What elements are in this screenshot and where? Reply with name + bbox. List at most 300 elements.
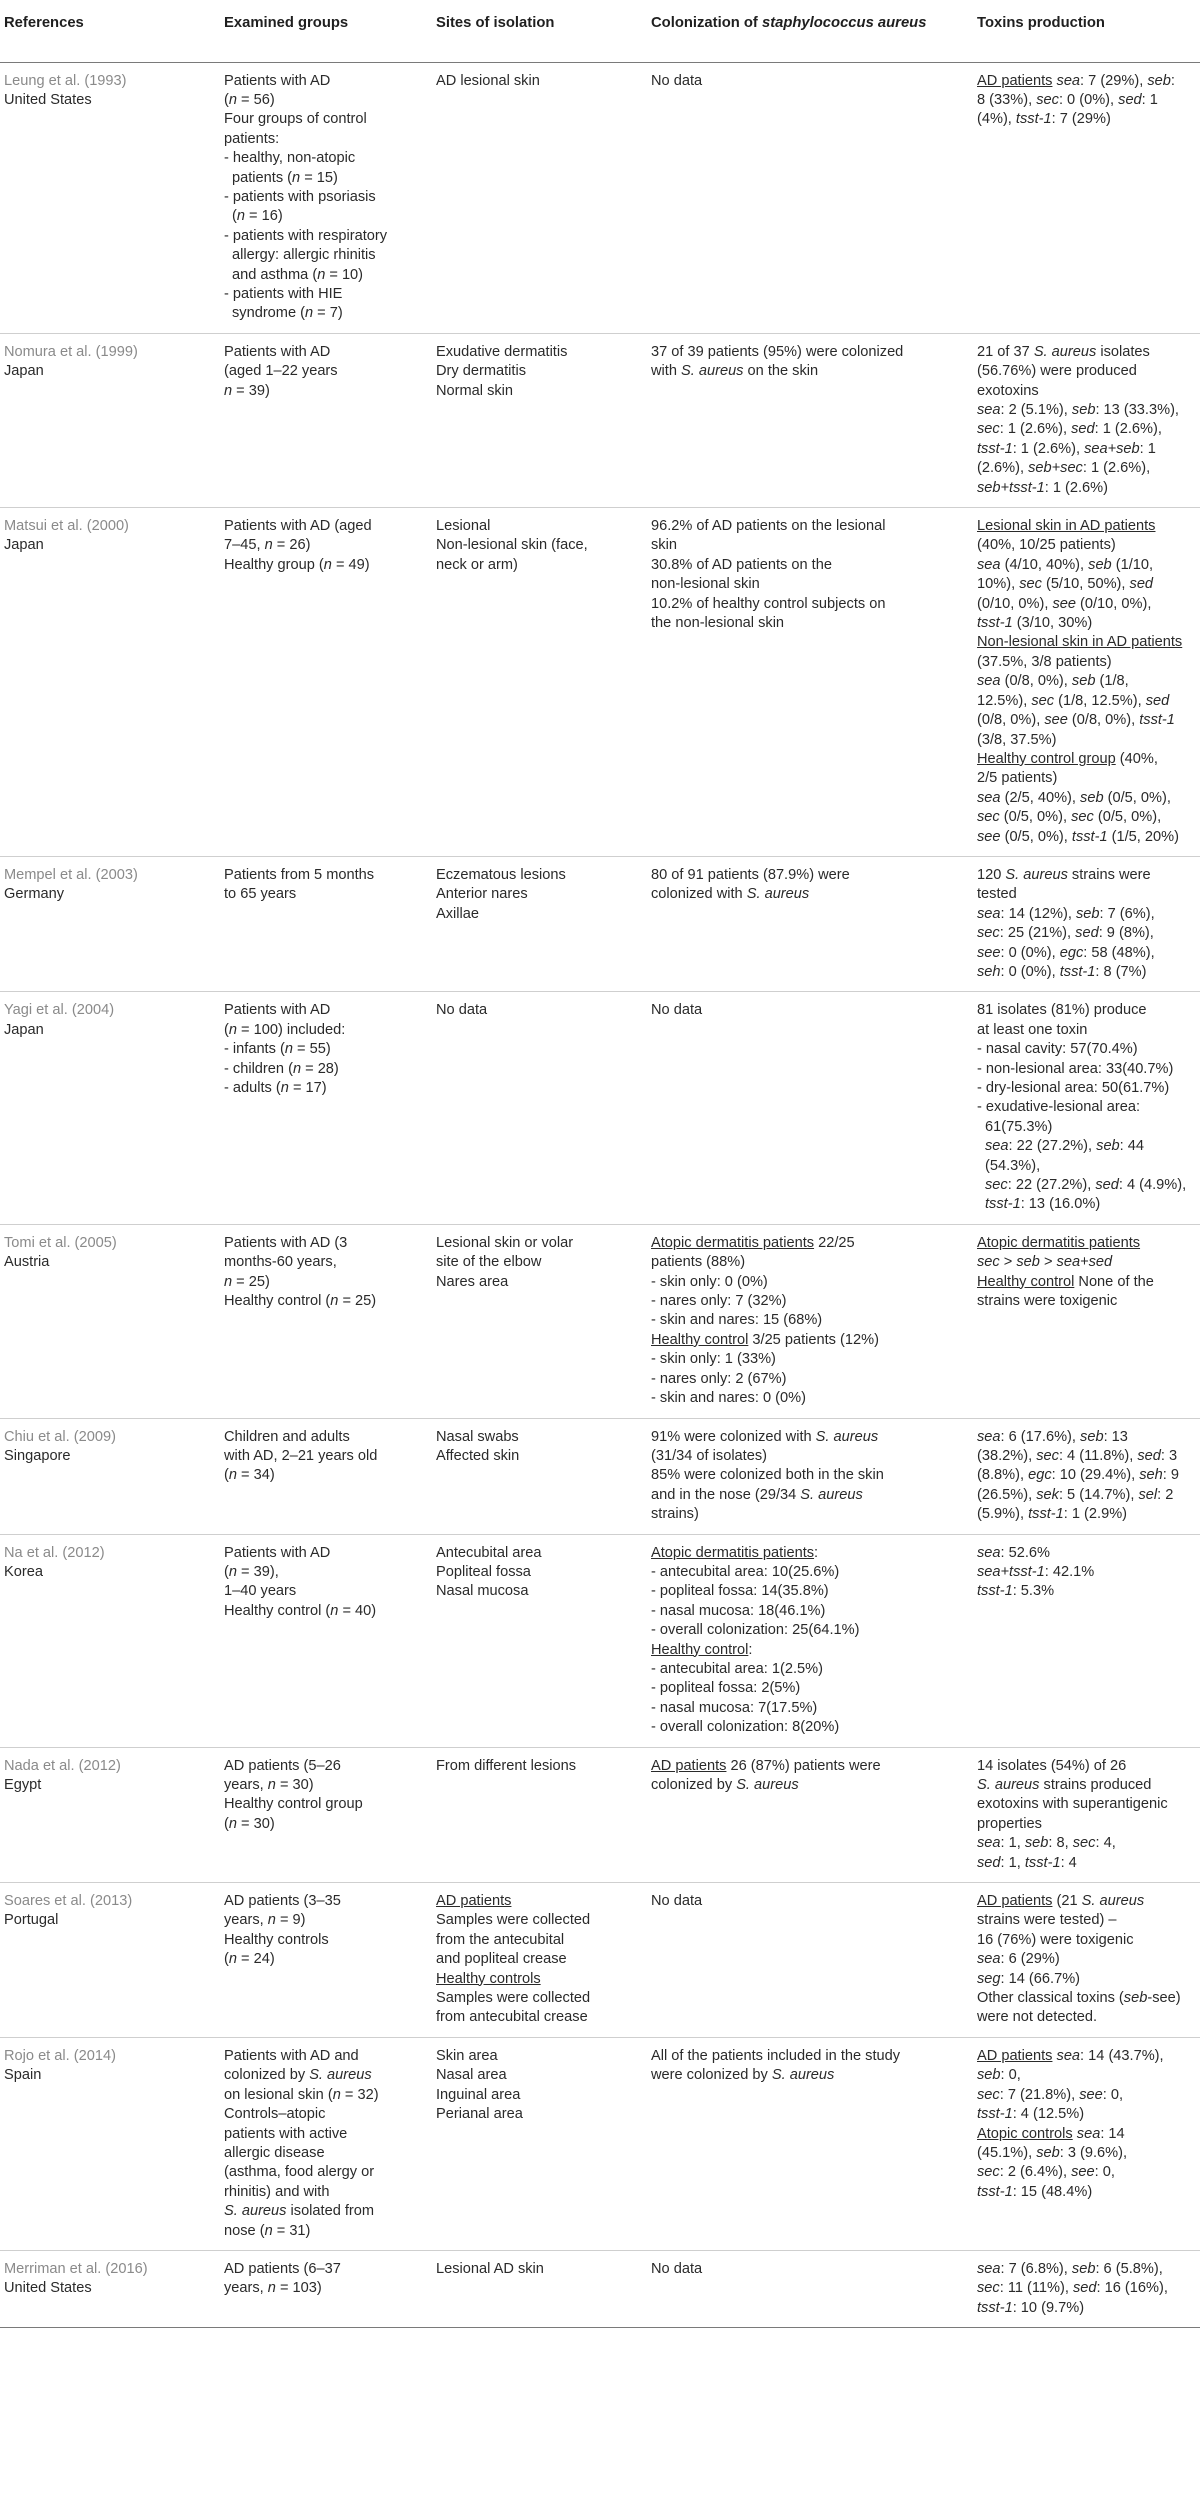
reference-cell [0,856,216,991]
sites-cell-line: Healthy controls [436,1970,541,1987]
examined-groups-cell-line: Healthy control (n = 40) [224,1602,377,1619]
column-header-references: References [0,0,216,62]
examined-groups-cell [216,62,428,333]
reference-link[interactable]: Merriman et al. (2016) [4,2260,148,2277]
toxins-cell-line: (0/8, 0%), see (0/8, 0%), tsst-1 [977,712,1175,729]
toxins-cell-line: - dry-lesional area: 50(61.7%) [977,1080,1170,1096]
sites-cell-line: Nasal swabs [436,1428,519,1445]
sites-cell-line: Lesional skin or volar [436,1234,574,1251]
toxins-cell [969,2250,1200,2327]
table-row [0,2037,1200,2250]
examined-groups-cell-line: Patients with AD [224,1002,331,1019]
examined-groups-cell-line: patients: [224,130,280,147]
table-row [0,2250,1200,2327]
sites-cell-line: Popliteal fossa [436,1563,531,1580]
sites-cell-line: Perianal area [436,2106,523,2123]
reference-link[interactable]: Rojo et al. (2014) [4,2047,116,2064]
examined-groups-cell-line: patients (n = 15) [232,169,338,186]
sites-cell-line: Affected skin [436,1447,520,1464]
reference-country: Japan [4,363,44,380]
colonization-cell-line: and in the nose (29/34 S. aureus [651,1486,863,1503]
toxins-cell-line: at least one toxin [977,1021,1088,1038]
toxins-cell-line: - nasal cavity: 57(70.4%) [977,1041,1138,1058]
toxins-cell-line: (38.2%), sec: 4 (11.8%), sed: 3 [977,1447,1178,1464]
sites-cell-line: AD patients [436,1893,512,1910]
colonization-cell [643,333,969,507]
examined-groups-cell-line: (n = 24) [224,1951,275,1968]
toxins-cell-line: sea: 2 (5.1%), seb: 13 (33.3%), [977,402,1179,418]
colonization-cell [643,1747,969,1882]
toxins-cell-line: sec: 7 (21.8%), see: 0, [977,2086,1124,2103]
colonization-cell-line: - antecubital area: 10(25.6%) [651,1563,840,1580]
toxins-cell-line: 14 isolates (54%) of 26 [977,1757,1127,1774]
toxins-cell-line: exotoxins with superantigenic [977,1796,1168,1813]
colonization-cell-line: non-lesional skin [651,576,760,593]
examined-groups-cell-line: Patients from 5 months [224,866,375,883]
colonization-cell [643,992,969,1224]
reference-link[interactable]: Nomura et al. (1999) [4,343,138,360]
sites-cell-line: Normal skin [436,382,514,399]
reference-country: United States [4,91,92,108]
sites-cell [428,1747,643,1882]
sites-cell-line: Samples were collected [436,1912,591,1929]
reference-country: Singapore [4,1447,71,1464]
examined-groups-cell-line: nose (n = 31) [224,2222,311,2239]
table-row [0,1418,1200,1534]
reference-country: Portugal [4,1912,59,1929]
examined-groups-cell-line: allergy: allergic rhinitis [232,247,376,264]
colonization-cell-line: - antecubital area: 1(2.5%) [651,1660,823,1677]
examined-groups-cell [216,1534,428,1747]
colonization-cell [643,508,969,857]
toxins-cell-line: tsst-1: 4 (12.5%) [977,2106,1085,2123]
toxins-cell-line: Other classical toxins (seb-see) [977,1990,1181,2007]
reference-cell [0,62,216,333]
reference-link[interactable]: Yagi et al. (2004) [4,1002,115,1019]
colonization-cell [643,2250,969,2327]
toxins-cell-line: 16 (76%) were toxigenic [977,1931,1134,1948]
toxins-cell-line: sea: 52.6% [977,1544,1051,1561]
reference-cell [0,2250,216,2327]
examined-groups-cell-line: AD patients (3–35 [224,1893,341,1910]
table-row [0,62,1200,333]
toxins-cell-line: sea+tsst-1: 42.1% [977,1563,1095,1580]
reference-cell [0,1224,216,1418]
toxins-cell-line: tested [977,886,1017,903]
colonization-cell-line: Healthy control: [651,1641,753,1658]
examined-groups-cell-line: - children (n = 28) [224,1060,339,1077]
examined-groups-cell-line: n = 25) [224,1273,270,1290]
reference-country: Egypt [4,1777,42,1793]
sites-cell [428,992,643,1224]
examined-groups-cell-line: - adults (n = 17) [224,1080,327,1096]
colonization-cell-line: 96.2% of AD patients on the lesional [651,518,886,535]
table-row [0,333,1200,507]
toxins-cell [969,2037,1200,2250]
column-header-colonization: Colonization of staphylococcus aureus [643,0,969,62]
toxins-cell-line: (26.5%), sek: 5 (14.7%), sel: 2 [977,1486,1174,1503]
reference-cell [0,1418,216,1534]
toxins-cell [969,1418,1200,1534]
toxins-cell-line: 8 (33%), sec: 0 (0%), sed: 1 [977,91,1158,108]
toxins-cell [969,333,1200,507]
sites-cell-line: Dry dermatitis [436,363,527,380]
colonization-cell-line: strains) [651,1506,699,1523]
examined-groups-cell-line: Healthy control group [224,1796,363,1813]
toxins-cell-line: 61(75.3%) [985,1118,1053,1135]
sites-cell-line: Lesional [436,518,491,535]
toxins-cell-line: strains were toxigenic [977,1293,1118,1310]
examined-groups-cell-line: to 65 years [224,886,297,903]
examined-groups-cell-line: colonized by S. aureus [224,2067,372,2084]
examined-groups-cell-line: years, n = 103) [224,2280,322,2297]
toxins-cell-line: 120 S. aureus strains were [977,866,1151,883]
examined-groups-cell-line: 7–45, n = 26) [224,537,311,554]
toxins-cell-line: sec: 2 (6.4%), see: 0, [977,2164,1115,2181]
toxins-cell-line: tsst-1: 15 (48.4%) [977,2183,1093,2200]
sites-cell-line: Lesional AD skin [436,2260,544,2277]
sites-cell [428,1418,643,1534]
examined-groups-cell-line: 1–40 years [224,1583,297,1600]
examined-groups-cell-line: (n = 16) [232,208,283,225]
colonization-cell-line: colonized by S. aureus [651,1777,799,1793]
reference-cell [0,992,216,1224]
toxins-cell-line: sea (2/5, 40%), seb (0/5, 0%), [977,789,1171,806]
reference-country: Korea [4,1563,43,1580]
toxins-cell-line: (5.9%), tsst-1: 1 (2.9%) [977,1506,1128,1523]
examined-groups-cell-line: - infants (n = 55) [224,1041,331,1058]
colonization-cell-line: - popliteal fossa: 2(5%) [651,1680,801,1697]
toxins-cell-line: sea: 22 (27.2%), seb: 44 [985,1138,1145,1155]
reference-link[interactable]: Chiu et al. (2009) [4,1428,116,1445]
examined-groups-cell-line: Four groups of control [224,111,367,128]
toxins-cell [969,508,1200,857]
table-body [0,62,1200,2328]
sites-cell-line: Nares area [436,1273,509,1290]
toxins-cell-line: seb+tsst-1: 1 (2.6%) [977,479,1108,496]
colonization-cell-line: - nasal mucosa: 7(17.5%) [651,1699,818,1716]
toxins-cell-line: (45.1%), seb: 3 (9.6%), [977,2144,1128,2161]
colonization-cell-line: - nares only: 2 (67%) [651,1370,787,1387]
colonization-cell-line: No data [651,1893,703,1910]
reference-link[interactable]: Soares et al. (2013) [4,1893,133,1910]
examined-groups-cell-line: with AD, 2–21 years old [224,1447,378,1464]
colonization-cell-line: Atopic dermatitis patients 22/25 [651,1234,855,1251]
examined-groups-cell-line: rhinitis) and with [224,2183,330,2200]
examined-groups-cell [216,333,428,507]
examined-groups-cell-line: Patients with AD [224,1544,331,1561]
colonization-cell-line: were colonized by S. aureus [651,2067,835,2084]
toxins-cell-line: sea: 6 (29%) [977,1951,1060,1968]
sites-cell [428,856,643,991]
examined-groups-cell [216,992,428,1224]
toxins-cell-line: sea: 6 (17.6%), seb: 13 [977,1428,1128,1445]
toxins-cell-line: tsst-1: 5.3% [977,1583,1055,1600]
sites-cell-line: Non-lesional skin (face, [436,537,588,554]
sites-cell [428,2250,643,2327]
toxins-cell-line: (2.6%), seb+sec: 1 (2.6%), [977,460,1151,477]
colonization-cell [643,1883,969,2038]
sites-cell-line: No data [436,1002,488,1019]
reference-cell [0,333,216,507]
colonization-cell [643,1418,969,1534]
colonization-cell [643,856,969,991]
examined-groups-cell [216,1224,428,1418]
reference-link[interactable]: Nada et al. (2012) [4,1757,121,1774]
colonization-cell-line: (31/34 of isolates) [651,1447,768,1464]
colonization-cell-line: with S. aureus on the skin [651,363,819,380]
colonization-cell [643,1534,969,1747]
colonization-cell-line: - skin only: 0 (0%) [651,1273,768,1290]
toxins-cell-line: sea (4/10, 40%), seb (1/10, [977,556,1154,573]
toxins-cell-line: AD patients (21 S. aureus [977,1893,1145,1910]
colonization-cell-line: AD patients 26 (87%) patients were [651,1757,881,1774]
examined-groups-cell-line: years, n = 30) [224,1777,314,1793]
toxins-cell-line: (40%, 10/25 patients) [977,537,1116,554]
examined-groups-cell-line: Patients with AD and [224,2047,359,2064]
toxins-cell-line: 2/5 patients) [977,770,1058,787]
toxins-cell [969,1534,1200,1747]
reference-cell [0,508,216,857]
colonization-cell-line: the non-lesional skin [651,615,785,632]
colonization-cell-line: - overall colonization: 8(20%) [651,1719,840,1736]
table-row [0,856,1200,991]
examined-groups-cell-line: (n = 56) [224,91,275,108]
sites-cell-line: AD lesional skin [436,72,540,89]
colonization-cell-line: - popliteal fossa: 14(35.8%) [651,1583,829,1600]
reference-country: United States [4,2280,92,2297]
reference-link[interactable]: Na et al. (2012) [4,1544,105,1561]
toxins-cell-line: properties [977,1815,1042,1832]
examined-groups-cell-line: (n = 30) [224,1815,275,1832]
examined-groups-cell-line: (n = 34) [224,1467,275,1484]
examined-groups-cell-line: - patients with psoriasis [224,188,376,205]
colonization-cell-line: 91% were colonized with S. aureus [651,1428,879,1445]
examined-groups-cell [216,1747,428,1882]
colonization-cell-line: colonized with S. aureus [651,886,810,903]
toxins-cell-line: Lesional skin in AD patients [977,518,1156,535]
reference-link[interactable]: Leung et al. (1993) [4,72,127,89]
colonization-cell-line: - skin and nares: 15 (68%) [651,1312,823,1329]
toxins-cell-line: sed: 1, tsst-1: 4 [977,1854,1077,1871]
toxins-cell-line: AD patients sea: 7 (29%), seb: [977,72,1175,89]
examined-groups-cell-line: Patients with AD (3 [224,1234,348,1251]
toxins-cell-line: (56.76%) were produced [977,363,1137,380]
sites-cell-line: Samples were collected [436,1990,591,2007]
colonization-cell-line: 85% were colonized both in the skin [651,1467,884,1484]
sites-cell-line: Anterior nares [436,886,528,903]
toxins-cell-line: (37.5%, 3/8 patients) [977,653,1112,670]
examined-groups-cell-line: (aged 1–22 years [224,363,338,380]
sites-cell-line: Inguinal area [436,2086,521,2103]
examined-groups-cell-line: and asthma (n = 10) [232,266,364,283]
toxins-cell-line: (0/10, 0%), see (0/10, 0%), [977,595,1152,612]
reference-link[interactable]: Matsui et al. (2000) [4,518,129,535]
reference-cell [0,1534,216,1747]
examined-groups-cell-line: Healthy group (n = 49) [224,556,370,573]
examined-groups-cell-line: AD patients (5–26 [224,1757,341,1774]
table-row [0,1534,1200,1747]
reference-country: Japan [4,1021,44,1038]
examined-groups-cell [216,1418,428,1534]
sites-cell-line: Nasal mucosa [436,1583,529,1600]
colonization-cell-line: All of the patients included in the study [651,2047,901,2064]
toxins-cell-line: Atopic dermatitis patients [977,1234,1141,1251]
toxins-cell-line: S. aureus strains produced [977,1777,1152,1793]
examined-groups-cell-line: (n = 39), [224,1563,279,1580]
table-row [0,992,1200,1224]
toxins-cell-line: see (0/5, 0%), tsst-1 (1/5, 20%) [977,828,1179,845]
toxins-cell-line: AD patients sea: 14 (43.7%), [977,2047,1164,2064]
toxins-cell-line: (54.3%), [985,1157,1041,1174]
toxins-cell [969,1883,1200,2038]
sites-cell-line: from antecubital crease [436,2009,588,2026]
reference-link[interactable]: Mempel et al. (2003) [4,866,138,883]
colonization-cell-line: patients (88%) [651,1254,746,1271]
reference-cell [0,1883,216,2038]
toxins-cell-line: sec: 1 (2.6%), sed: 1 (2.6%), [977,421,1162,438]
colonization-cell [643,2037,969,2250]
toxins-cell-line: - exudative-lesional area: [977,1099,1141,1116]
toxins-cell-line: 12.5%), sec (1/8, 12.5%), sed [977,692,1170,709]
table-row [0,1747,1200,1882]
toxins-cell-line: 81 isolates (81%) produce [977,1002,1147,1019]
sites-cell [428,333,643,507]
toxins-cell-line: seg: 14 (66.7%) [977,1970,1081,1987]
examined-groups-cell-line: allergic disease [224,2144,325,2161]
toxins-cell-line: 21 of 37 S. aureus isolates [977,343,1150,360]
colonization-cell [643,1224,969,1418]
colonization-cell-line: No data [651,72,703,89]
sites-cell-line: site of the elbow [436,1254,542,1271]
toxins-cell-line: (3/8, 37.5%) [977,731,1057,748]
colonization-cell-line: - skin and nares: 0 (0%) [651,1390,806,1407]
toxins-cell-line: strains were tested) – [977,1912,1117,1929]
column-header-examined-groups: Examined groups [216,0,428,62]
sites-cell [428,508,643,857]
toxins-cell-line: tsst-1: 10 (9.7%) [977,2299,1085,2316]
sites-cell [428,1534,643,1747]
toxins-cell [969,62,1200,333]
examined-groups-cell-line: (asthma, food alergy or [224,2164,375,2181]
toxins-cell-line: 10%), sec (5/10, 50%), sed [977,576,1154,593]
toxins-cell-line: sea (0/8, 0%), seb (1/8, [977,673,1129,690]
toxins-cell-line: Healthy control group (40%, [977,750,1158,767]
examined-groups-cell-line: Patients with AD (aged [224,518,372,535]
toxins-cell-line: (8.8%), egc: 10 (29.4%), seh: 9 [977,1467,1179,1484]
toxins-cell-line: tsst-1: 13 (16.0%) [985,1196,1101,1213]
reference-cell [0,1747,216,1882]
examined-groups-cell-line: AD patients (6–37 [224,2260,341,2277]
toxins-cell-line: sec > seb > sea+sed [977,1254,1113,1271]
column-header-toxins: Toxins production [969,0,1200,62]
reference-country: Germany [4,886,65,903]
sites-cell-line: Skin area [436,2047,498,2064]
colonization-cell-line: 30.8% of AD patients on the [651,556,832,573]
examined-groups-cell-line: patients with active [224,2125,348,2142]
toxins-cell-line: see: 0 (0%), egc: 58 (48%), [977,944,1155,961]
sites-cell [428,1224,643,1418]
examined-groups-cell [216,856,428,991]
toxins-cell-line: exotoxins [977,382,1039,399]
table-row [0,508,1200,857]
examined-groups-cell-line: months-60 years, [224,1254,337,1271]
toxins-cell [969,856,1200,991]
toxins-cell-line: were not detected. [977,2009,1098,2026]
sites-cell-line: Exudative dermatitis [436,343,568,360]
column-header-sites: Sites of isolation [428,0,643,62]
examined-groups-cell-line: - patients with HIE [224,285,343,302]
sites-cell-line: Axillae [436,905,479,922]
toxins-cell-line: tsst-1: 1 (2.6%), sea+seb: 1 [977,440,1156,457]
toxins-cell-line: sea: 7 (6.8%), seb: 6 (5.8%), [977,2260,1163,2277]
sites-cell-line: From different lesions [436,1757,577,1774]
toxins-cell-line: Non-lesional skin in AD patients [977,634,1183,651]
toxins-cell-line: tsst-1 (3/10, 30%) [977,615,1093,632]
toxins-cell [969,1224,1200,1418]
colonization-cell-line: 37 of 39 patients (95%) were colonized [651,343,904,360]
examined-groups-cell [216,508,428,857]
toxins-cell-line: sea: 14 (12%), seb: 7 (6%), [977,905,1155,922]
table-row [0,1224,1200,1418]
sites-cell [428,62,643,333]
colonization-cell-line: - skin only: 1 (33%) [651,1351,776,1368]
examined-groups-cell [216,1883,428,2038]
toxins-cell-line: seh: 0 (0%), tsst-1: 8 (7%) [977,963,1147,980]
sites-cell-line: neck or arm) [436,556,518,573]
toxins-cell [969,992,1200,1224]
colonization-cell-line: skin [651,537,677,554]
examined-groups-cell [216,2037,428,2250]
colonization-cell-line: 10.2% of healthy control subjects on [651,595,886,612]
examined-groups-cell-line: n = 39) [224,382,270,399]
examined-groups-cell-line: - healthy, non-atopic [224,150,356,167]
toxins-cell-line: Atopic controls sea: 14 [977,2125,1125,2142]
colonization-cell-line: Atopic dermatitis patients: [651,1544,819,1561]
sites-cell-line: Nasal area [436,2067,507,2084]
examined-groups-cell-line: on lesional skin (n = 32) [224,2086,379,2103]
examined-groups-cell [216,2250,428,2327]
examined-groups-cell-line: Controls–atopic [224,2106,326,2123]
examined-groups-cell-line: syndrome (n = 7) [232,305,343,322]
header-row [0,0,1200,62]
sites-cell [428,1883,643,2038]
colonization-cell [643,62,969,333]
sites-cell [428,2037,643,2250]
examined-groups-cell-line: Children and adults [224,1428,350,1445]
toxins-cell-line: sec: 11 (11%), sed: 16 (16%), [977,2280,1168,2297]
reference-link[interactable]: Tomi et al. (2005) [4,1234,117,1251]
examined-groups-cell-line: S. aureus isolated from [224,2203,375,2220]
colonization-cell-line: 80 of 91 patients (87.9%) were [651,866,850,883]
examined-groups-cell-line: Patients with AD [224,343,331,360]
toxins-cell [969,1747,1200,1882]
examined-groups-cell-line: years, n = 9) [224,1912,306,1929]
table-row [0,1883,1200,2038]
colonization-cell-line: - nares only: 7 (32%) [651,1293,787,1310]
toxins-cell-line: - non-lesional area: 33(40.7%) [977,1060,1174,1077]
colonization-cell-line: Healthy control 3/25 patients (12%) [651,1331,879,1348]
examined-groups-cell-line: Patients with AD [224,72,331,89]
reference-country: Austria [4,1254,50,1271]
toxins-cell-line: sea: 1, seb: 8, sec: 4, [977,1835,1116,1852]
toxins-cell-line: sec: 22 (27.2%), sed: 4 (4.9%), [985,1177,1187,1194]
toxins-cell-line: sec (0/5, 0%), sec (0/5, 0%), [977,809,1162,826]
toxins-cell-line: (4%), tsst-1: 7 (29%) [977,111,1111,128]
toxins-cell-line: seb: 0, [977,2067,1021,2084]
reference-country: Japan [4,537,44,554]
colonization-cell-line: - nasal mucosa: 18(46.1%) [651,1602,826,1619]
